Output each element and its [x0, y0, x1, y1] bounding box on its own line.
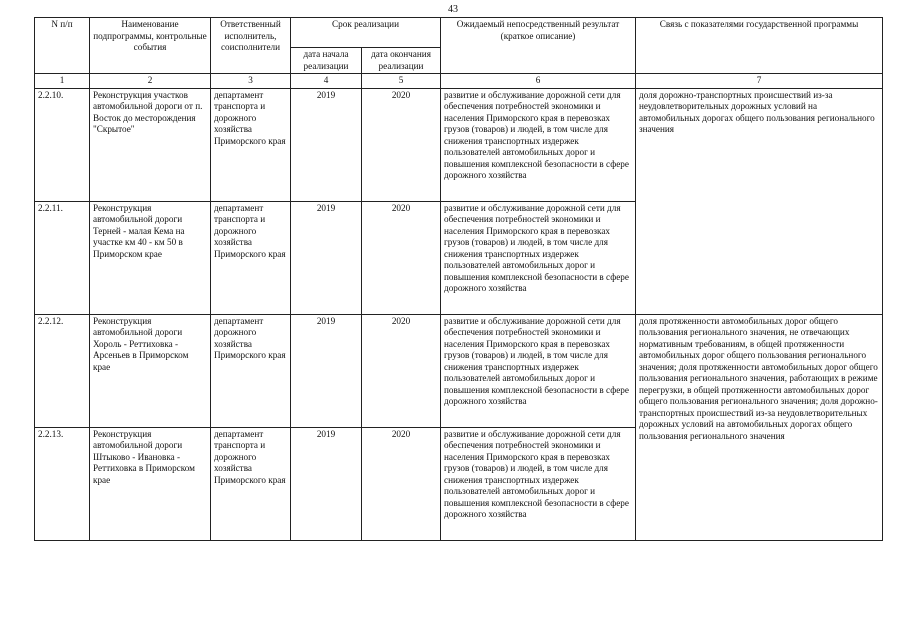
- row-start: 2019: [291, 314, 362, 427]
- header-period: Срок реализации: [291, 18, 441, 48]
- row-end: 2020: [362, 314, 441, 427]
- row-responsible: департамент транспорта и дорожного хозяйства Приморского края: [211, 427, 291, 540]
- row-result: развитие и обслуживание дорожной сети для обеспечения потребностей экономики и населения Приморского края в перевозках грузов (товаров) и людей, в том числе для снижения транспортных издержек пользователей автомобильных дорог и повышения комплексной безопасности в сфере дорожного хозяйства: [441, 427, 636, 540]
- column-number: 5: [362, 74, 441, 89]
- header-start: дата начала реализации: [291, 48, 362, 74]
- header-end: дата окончания реализации: [362, 48, 441, 74]
- column-number: 3: [211, 74, 291, 89]
- row-result: развитие и обслуживание дорожной сети для обеспечения потребностей экономики и населения Приморского края в перевозках грузов (товаров) и людей, в том числе для снижения транспортных издержек пользователей автомобильных дорог и повышения комплексной безопасности в сфере дорожного хозяйства: [441, 314, 636, 427]
- row-start: 2019: [291, 427, 362, 540]
- row-responsible: департамент транспорта и дорожного хозяйства Приморского края: [211, 88, 291, 201]
- header-row: [35, 18, 883, 48]
- row-end: 2020: [362, 88, 441, 201]
- column-number: 6: [441, 74, 636, 89]
- row-link: доля протяженности автомобильных дорог общего пользования регионального значения, не отвечающих нормативным требованиям, в общей протяженности автомобильных дорог общего пользования регионального значения; доля протяженности автомобильных дорог общего пользования регионального значения, работающих в режиме перегрузки, в общей протяженности автомобильных дорог общего пользования регионального значения; доля дорожно-транспортных происшествий из-за неудовлетворительных дорожных условий на автомобильных дорогах общего пользования регионального значения: [636, 314, 883, 540]
- row-num: 2.2.13.: [35, 427, 90, 540]
- header-result: Ожидаемый непосредственный результат (краткое описание): [441, 18, 636, 74]
- program-table: [34, 17, 883, 541]
- row-responsible: департамент дорожного хозяйства Приморского края: [211, 314, 291, 427]
- row-num: 2.2.12.: [35, 314, 90, 427]
- row-result: развитие и обслуживание дорожной сети для обеспечения потребностей экономики и населения Приморского края в перевозках грузов (товаров) и людей, в том числе для снижения транспортных издержек пользователей автомобильных дорог и повышения комплексной безопасности в сфере дорожного хозяйства: [441, 201, 636, 314]
- column-number: 4: [291, 74, 362, 89]
- table-row: [35, 88, 883, 201]
- column-number: 7: [636, 74, 883, 89]
- row-end: 2020: [362, 201, 441, 314]
- header-link: Связь с показателями государственной программы: [636, 18, 883, 74]
- row-result: развитие и обслуживание дорожной сети для обеспечения потребностей экономики и населения Приморского края в перевозках грузов (товаров) и людей, в том числе для снижения транспортных издержек пользователей автомобильных дорог и повышения комплексной безопасности в сфере дорожного хозяйства: [441, 88, 636, 201]
- header-num: N п/п: [35, 18, 90, 74]
- row-link: доля дорожно-транспортных происшествий из-за неудовлетворительных дорожных условий на автомобильных дорогах общего пользования регионального значения: [636, 88, 883, 314]
- table-row: [35, 314, 883, 427]
- row-name: Реконструкция автомобильной дороги Терней - малая Кема на участке км 40 - км 50 в Приморском крае: [90, 201, 211, 314]
- header-responsible: Ответственный исполнитель, соисполнители: [211, 18, 291, 74]
- row-start: 2019: [291, 201, 362, 314]
- row-end: 2020: [362, 427, 441, 540]
- row-name: Реконструкция участков автомобильной дороги от п. Восток до месторождения "Скрытое": [90, 88, 211, 201]
- row-name: Реконструкция автомобильной дороги Хороль - Реттиховка - Арсеньев в Приморском крае: [90, 314, 211, 427]
- header-name: Наименование подпрограммы, контрольные события: [90, 18, 211, 74]
- page-number: 43: [448, 4, 458, 15]
- column-number: 1: [35, 74, 90, 89]
- row-responsible: департамент транспорта и дорожного хозяйства Приморского края: [211, 201, 291, 314]
- row-start: 2019: [291, 88, 362, 201]
- column-number-row: [35, 74, 883, 89]
- column-number: 2: [90, 74, 211, 89]
- row-num: 2.2.10.: [35, 88, 90, 201]
- row-num: 2.2.11.: [35, 201, 90, 314]
- row-name: Реконструкция автомобильной дороги Штыково - Ивановка - Реттиховка в Приморском крае: [90, 427, 211, 540]
